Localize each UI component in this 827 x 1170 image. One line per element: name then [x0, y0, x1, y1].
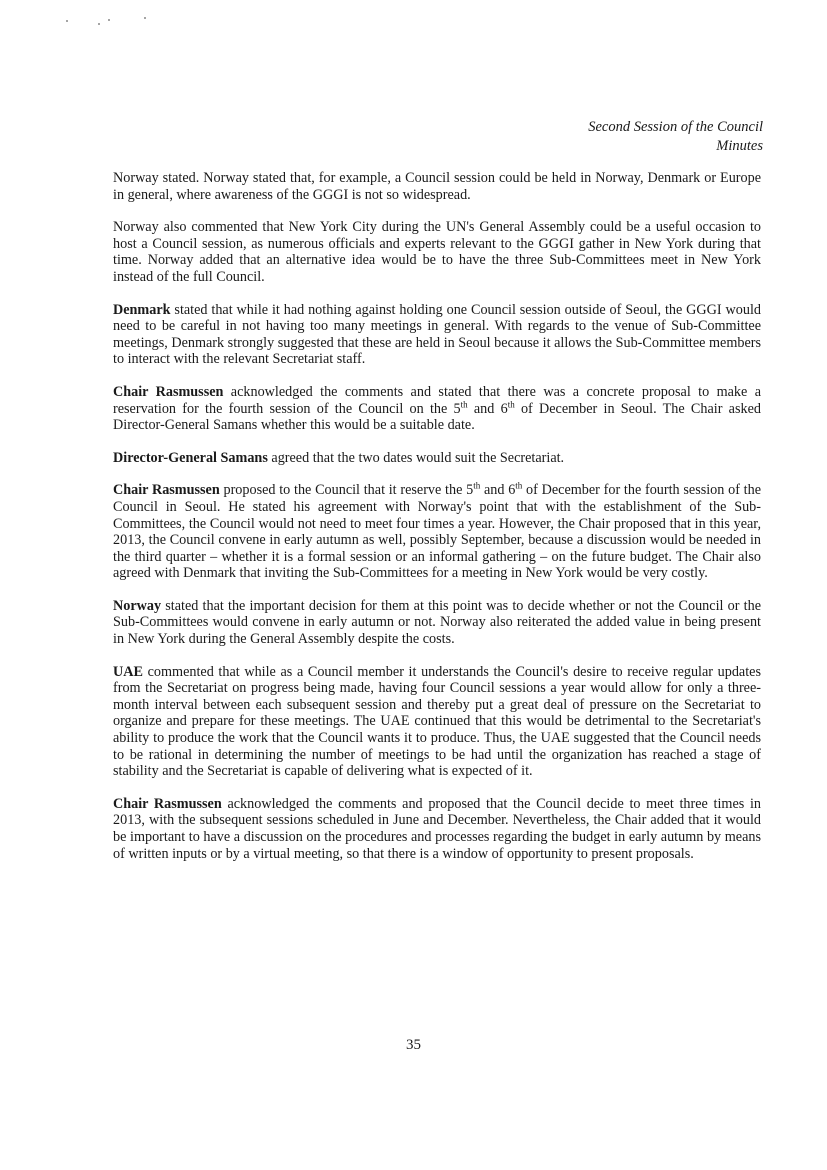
ordinal-suffix: th [473, 480, 481, 491]
paragraph [113, 482, 761, 582]
paragraph-text: of December in Seoul. The Chair asked Director-General Samans whether this would be a suitable date. [113, 400, 761, 434]
paragraph [113, 219, 761, 285]
paragraph [113, 302, 761, 368]
paragraph-text: stated that the important decision for them at this point was to decide whether or not the Council or the Sub-Committees would convene in early autumn or not. Norway also reiterated the added value in being present in New York during the General Assembly despite the costs. [113, 597, 761, 648]
ordinal-suffix: th [515, 480, 523, 491]
paragraph [113, 598, 761, 648]
speaker-name: Denmark [113, 301, 171, 318]
paragraph [113, 450, 761, 467]
paragraph [113, 796, 761, 862]
paragraph-text: acknowledged the comments and stated that there was a concrete proposal to make a reservation for the fourth session of the Council on the 5 [113, 383, 761, 417]
minutes-body [113, 170, 761, 878]
speaker-name: Norway [113, 597, 162, 614]
paragraph-text: and 6 [467, 400, 508, 417]
page-number: 35 [406, 1037, 421, 1053]
paragraph-text: agreed that the two dates would suit the Secretariat. [267, 449, 565, 466]
paragraph [113, 384, 761, 434]
paragraph-text: stated that while it had nothing against holding one Council session outside of Seoul, the GGGI would need to be careful in not having too many meetings in general. With regards to the venue of Sub-Committee meetings, Denmark strongly suggested that these are held in Seoul because it allows the Sub-Committee members to interact with the relevant Secretariat staff. [113, 301, 761, 368]
speaker-name: Chair Rasmussen [113, 383, 224, 400]
paragraph-text: Norway stated. Norway stated that, for example, a Council session could be held in Norway, Denmark or Europe in general, where awareness of the GGGI is not so widespread. [113, 170, 761, 203]
speaker-name: Director-General Samans [113, 449, 268, 466]
paragraph-text: commented that while as a Council member it understands the Council's desire to receive regular updates from the Secretariat on progress being made, having four Council sessions a year would allow for only a three-month interval between each subsequent session and thereby put a great deal of pressure on the Secretariat to organize and prepare for these meetings. The UAE continued that this would be detrimental to the Secretariat's ability to produce the work that the Council wants it to produce. Thus, the UAE suggested that the Council needs to be rational in determining the number of meetings to be had until the organization has reached a stage of stability and the Secretariat is capable of delivering what is expected of it. [113, 663, 761, 780]
paragraph [113, 664, 761, 780]
scan-speck [144, 17, 146, 19]
paragraph [113, 170, 761, 203]
speaker-name: Chair Rasmussen [113, 795, 222, 812]
running-header [588, 118, 763, 156]
speaker-name: Chair Rasmussen [113, 482, 220, 499]
scan-speck [98, 23, 100, 25]
paragraph-text: Norway also commented that New York City during the UN's General Assembly could be a useful occasion to host a Council session, as numerous officials and experts relevant to the GGGI gather in New York during that time. Norway added that an alternative idea would be to have the three Sub-Committees meet in New York instead of the full Council. [113, 219, 761, 285]
header-subtitle: Minutes [716, 138, 763, 154]
paragraph-text: acknowledged the comments and proposed that the Council decide to meet three times in 2013, with the subsequent sessions scheduled in June and December. Nevertheless, the Chair added that it would be important to have a discussion on the procedures and processes regarding the budget in early autumn by means of written inputs or by a virtual meeting, so that there is a window of opportunity to present proposals. [113, 795, 762, 862]
paragraph-text: of December for the fourth session of the Council in Seoul. He stated his agreement with Norway's point that with the establishment of the Sub-Committees, the Council would not need to meet four times a year. However, the Chair proposed that in this year, 2013, the Council convene in early autumn as well, possibly September, because a discussion would be needed in the third quarter – whether it is a formal session or an informal gathering – on the future budget. The Chair also agreed with Denmark that inviting the Sub-Committees for a meeting in New York would be very costly. [113, 482, 761, 582]
scan-speck [108, 19, 110, 21]
paragraph-text: proposed to the Council that it reserve the 5 [219, 482, 474, 499]
ordinal-suffix: th [460, 398, 468, 409]
header-title: Second Session of the Council [588, 119, 763, 135]
paragraph-text: and 6 [480, 482, 516, 499]
ordinal-suffix: th [507, 398, 515, 409]
scan-specks [62, 14, 162, 26]
speaker-name: UAE [113, 663, 143, 680]
scan-speck [66, 20, 68, 22]
